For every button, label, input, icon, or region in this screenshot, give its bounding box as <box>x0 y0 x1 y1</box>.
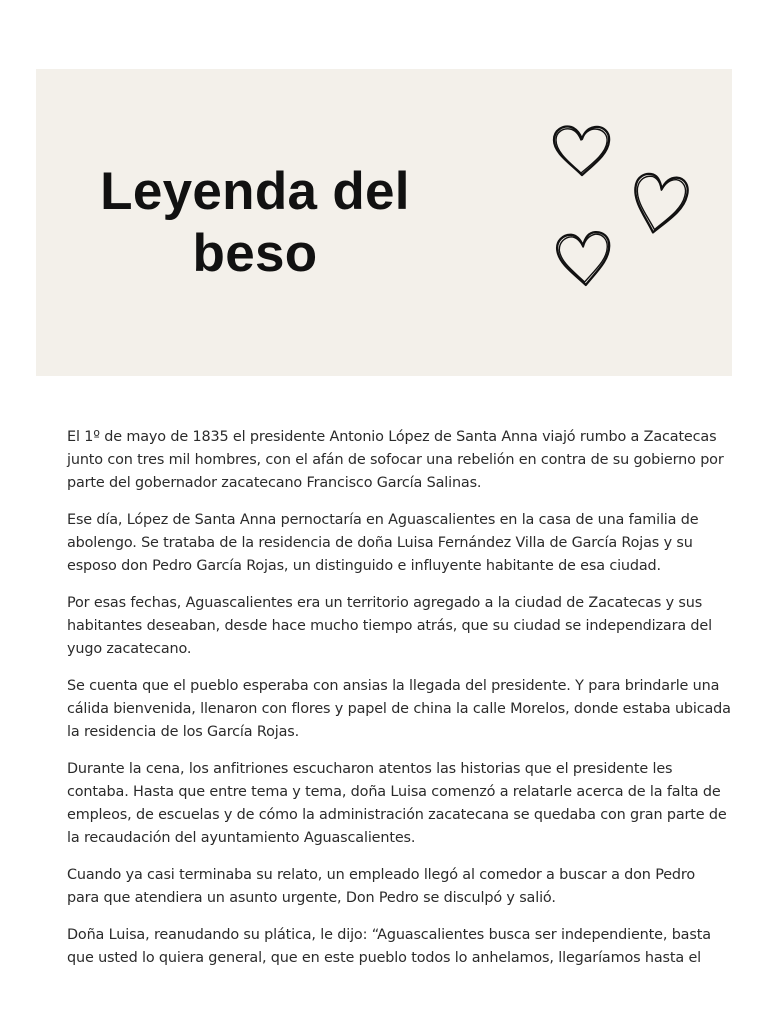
heart-icon <box>550 123 614 179</box>
paragraph: Cuando ya casi terminaba su relato, un empleado llegó al comedor a buscar a don Pedro para que atendiera un asunto urgente, Don Pedro se disculpó y salió. <box>67 867 696 906</box>
paragraph: Por esas fechas, Aguascalientes era un territorio agregado a la ciudad de Zacatecas y sus habitantes deseaban, desde hace mucho tiempo atrás, que su ciudad se independizara del yugo zacatecano. <box>67 595 712 657</box>
paragraph: Doña Luisa, reanudando su plática, le dijo: “Aguascalientes busca ser independiente, basta que usted lo quiera general, que en este pueblo todos lo anhelamos, llegaríamos hasta el <box>67 927 711 966</box>
paragraph: Se cuenta que el pueblo esperaba con ansias la llegada del presidente. Y para brindarle una cálida bienvenida, llenaron con flores y papel de china la calle Morelos, donde estaba ubicada la residencia de los García Rojas. <box>67 678 731 740</box>
heart-icon <box>623 166 696 242</box>
article-body <box>67 426 731 984</box>
page-title <box>94 161 416 285</box>
title-line-1: Leyenda del <box>100 162 410 221</box>
title-line-2: beso <box>192 224 318 283</box>
title-banner <box>36 69 732 376</box>
paragraph: Ese día, López de Santa Anna pernoctaría en Aguascalientes en la casa de una familia de abolengo. Se trataba de la residencia de doña Luisa Fernández Villa de García Rojas y su esposo don Pedro García Rojas, un distinguido e influyente habitante de esa ciudad. <box>67 512 699 574</box>
heart-icon <box>552 227 616 291</box>
hearts-decoration <box>536 117 696 297</box>
paragraph: Durante la cena, los anfitriones escucharon atentos las historias que el presidente les contaba. Hasta que entre tema y tema, doña Luisa comenzó a relatarle acerca de la falta de empleos, de escuelas y de cómo la administración zacatecana se quedaba con gran parte de la recaudación del ayuntamiento Aguascalientes. <box>67 761 727 846</box>
paragraph: El 1º de mayo de 1835 el presidente Antonio López de Santa Anna viajó rumbo a Zacatecas junto con tres mil hombres, con el afán de sofocar una rebelión en contra de su gobierno por parte del gobernador zacatecano Francisco García Salinas. <box>67 429 724 491</box>
